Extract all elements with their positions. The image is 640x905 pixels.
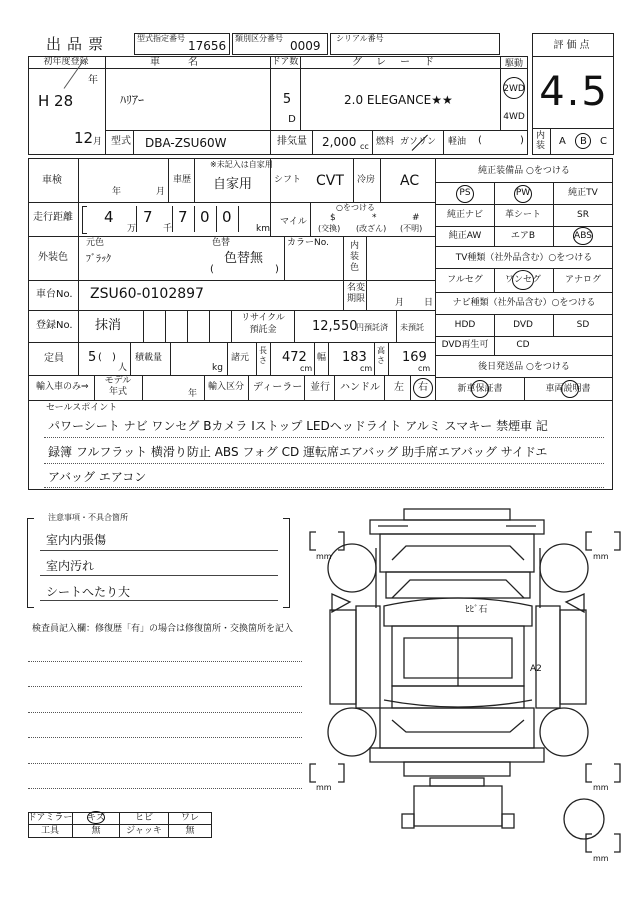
length-label: 長さ	[259, 346, 267, 365]
mileage-digit-2: 7	[143, 208, 153, 226]
recycle-unit: 円預託済	[356, 323, 388, 332]
vehicle-name: ﾊﾘｱｰ	[120, 93, 145, 107]
width-label: 幅	[317, 353, 327, 363]
type-value: DBA-ZSU60W	[145, 136, 227, 150]
odometer-circle-note: ○をつける	[336, 203, 375, 212]
notes-bracket-left	[27, 518, 34, 608]
equip-aw: 純正AW	[448, 231, 482, 241]
title-deadline-label: 名変期限	[347, 283, 366, 304]
drive-selected-circle	[503, 77, 525, 99]
docs-warranty-circle	[471, 380, 489, 398]
ac-label: 冷房	[357, 175, 376, 185]
equip-leather: 革シート	[504, 210, 542, 220]
genuine-title: 純正装備品 ○をつける	[478, 166, 570, 176]
odometer-tamper-sym: *	[372, 213, 377, 223]
sales-line-2: 録簿 フルフラット 横滑り防止 ABS フォグ CD 運転席エアバッグ 助手席エアバッグ サイドエ	[48, 445, 548, 459]
interior-grade-c: C	[600, 136, 607, 147]
tv-selected-circle	[512, 270, 534, 290]
height-value: 169	[402, 350, 427, 365]
handle-left: 左	[394, 382, 404, 393]
note-1: 室内内張傷	[46, 533, 107, 547]
color-label: 外装色	[38, 252, 68, 263]
import-type-label: 輸入区分	[208, 382, 245, 392]
docs-manual: 車両説明書	[545, 384, 591, 394]
tv-title: TV種類（社外品含む）○をつける	[455, 253, 593, 263]
repaint-value: 色替無	[224, 251, 264, 266]
mileage-digit-5: 0	[222, 208, 232, 226]
repaint-label: 色替	[212, 238, 231, 248]
first-reg-month: 12	[74, 129, 94, 147]
docs-warranty: 新車保証書	[457, 384, 503, 394]
note-3: シートへたり大	[46, 585, 131, 599]
first-reg-label: 初年度登録	[43, 57, 89, 67]
serial-label: シリアル番号	[336, 34, 384, 43]
width-value: 183	[342, 350, 367, 365]
fuel-paren-open: (	[478, 135, 482, 146]
tv-fullseg: フルセグ	[447, 275, 483, 285]
orig-color-label: 元色	[86, 238, 105, 248]
parallel-label: 並行	[310, 382, 330, 393]
capacity-paren-close: )	[112, 352, 116, 363]
recycle-label-2: 預託金	[249, 325, 277, 335]
recycle-label-1: リサイクル	[241, 313, 285, 323]
length-unit: cm	[300, 364, 313, 373]
interior-grade-a: A	[559, 136, 566, 147]
import-label: 輸入車のみ⇒	[36, 382, 89, 392]
class-no-label: 類別区分番号	[235, 34, 283, 43]
tv-analog: アナログ	[564, 275, 602, 285]
inspection-year-unit: 年	[112, 187, 122, 197]
class-no-value: 0009	[290, 39, 321, 53]
recycle-none: 未預託	[400, 323, 424, 332]
sales-label: セールスポイント	[46, 403, 118, 413]
jack-label: ジャッキ	[126, 826, 162, 836]
notes-label: 注意事項・不具合箇所	[48, 513, 128, 522]
inspection-month-unit: 月	[156, 187, 166, 197]
doors-value: 5	[282, 92, 292, 107]
recycle-value: 12,550	[312, 319, 358, 334]
fuel-diesel: 軽油	[448, 137, 467, 147]
grade-value: 2.0 ELEGANCE★★	[344, 93, 453, 107]
height-label: 高さ	[377, 346, 385, 365]
handle-selected-circle	[413, 378, 433, 398]
displacement-value: 2,000	[322, 135, 357, 149]
mileage-sen-unit: 千	[163, 224, 173, 234]
mirror-scratch: キズ	[87, 813, 105, 823]
interior-color-label: 内装色	[350, 241, 360, 273]
equip-airbag: エアB	[510, 231, 536, 241]
capacity-value: 5	[88, 350, 97, 365]
tv-oneseg: ワンセグ	[504, 275, 542, 285]
inspector-label: 検査員記入欄：修復歴「有」の場合は修復箇所・交換箇所を記入	[32, 624, 294, 634]
chassis-label: 車台No.	[36, 289, 73, 300]
mm-label-front-right: mm	[593, 552, 609, 561]
chassis-value: ZSU60-0102897	[90, 286, 204, 302]
mile-label: マイル	[280, 217, 307, 227]
nav-cd: CD	[516, 340, 530, 350]
mirror-crack: ヒビ	[134, 813, 154, 823]
jack-value: 無	[185, 826, 195, 836]
interior-grade-b: B	[580, 136, 587, 147]
mm-label-rear-left: mm	[316, 783, 332, 792]
equip-abs: ABS	[574, 231, 592, 241]
door-type: D	[288, 114, 296, 125]
history-note: ※未記入は自家用	[210, 160, 273, 169]
first-reg-month-unit: 月	[93, 137, 103, 147]
orig-color-value: ﾌﾞﾗｯｸ	[86, 254, 111, 265]
mirror-selected-circle	[87, 811, 105, 824]
equip-ps-circle	[456, 185, 474, 203]
grade-label: グレード	[352, 57, 448, 68]
shift-value: CVT	[316, 173, 344, 189]
model-year-label-1: モデル	[104, 376, 132, 386]
sales-line-1: パワーシート ナビ ワンセグ Bカメラ Iストップ LEDヘッドライト アルミ スマキー 禁煙車 記	[48, 419, 548, 433]
equip-ps: PS	[459, 188, 471, 198]
mileage-digit-1: 4	[104, 208, 114, 226]
score-label: 評価点	[553, 40, 593, 51]
repaint-paren-open: (	[210, 264, 214, 275]
note-2: 室内汚れ	[46, 559, 95, 573]
fuel-gasoline: ガソリン	[400, 137, 437, 147]
doors-label: ドア数	[271, 57, 299, 67]
capacity-label: 定員	[44, 353, 64, 364]
equip-tv: 純正TV	[568, 188, 598, 198]
model-no-value: 17656	[188, 39, 227, 53]
equip-pw-circle	[514, 185, 532, 203]
odometer-exchange: (交換)	[318, 224, 341, 233]
handle-right: 右	[418, 382, 428, 393]
mm-label-front-left: mm	[316, 552, 332, 561]
displacement-unit: cc	[360, 142, 369, 151]
mm-label-spare: mm	[593, 854, 609, 863]
model-year-label-2: 年式	[108, 387, 128, 397]
damage-mark-windshield: ﾋﾋﾞ石	[465, 605, 488, 615]
dealer-label: ディーラー	[253, 382, 303, 393]
nav-dvd: DVD	[513, 320, 533, 330]
name-label: 車名	[150, 57, 226, 68]
nav-hdd: HDD	[454, 320, 476, 330]
drive-label: 駆動	[504, 59, 524, 69]
equip-abs-circle	[573, 227, 593, 245]
nav-dvd-play: DVD再生可	[441, 340, 489, 350]
inspection-label: 車検	[42, 175, 62, 186]
width-unit: cm	[360, 364, 373, 373]
equip-pw: PW	[515, 188, 531, 198]
reg-no-value: 抹消	[95, 318, 122, 333]
nav-sd: SD	[576, 320, 590, 330]
dims-label: 諸元	[231, 353, 250, 363]
model-no-label: 型式指定番号	[137, 34, 185, 43]
mirror-break: ワレ	[180, 813, 200, 823]
form-title: 出品票	[46, 35, 110, 53]
displacement-label: 排気量	[277, 136, 307, 147]
first-reg-year-unit: 年	[88, 75, 98, 86]
ac-value: AC	[400, 173, 420, 189]
color-no-label: カラーNo.	[287, 238, 329, 248]
height-unit: cm	[418, 364, 431, 373]
odometer-unknown: (不明)	[400, 224, 423, 233]
mileage-digit-4: 0	[200, 208, 210, 226]
load-label: 積載量	[135, 353, 163, 363]
drive-2wd: 2WD	[503, 84, 525, 94]
mileage-man-unit: 万	[127, 224, 137, 234]
docs-title: 後日発送品 ○をつける	[478, 362, 570, 372]
reg-no-label: 登録No.	[36, 320, 73, 331]
model-year-unit: 年	[188, 389, 198, 399]
docs-manual-circle	[561, 380, 579, 398]
odometer-dollar: $	[330, 213, 336, 223]
history-label: 車歴	[173, 175, 192, 185]
score-value: 4.5	[539, 69, 609, 115]
length-value: 472	[282, 350, 307, 365]
title-day-unit: 日	[424, 298, 434, 308]
type-label: 型式	[111, 136, 131, 147]
title-month-unit: 月	[395, 298, 405, 308]
drive-4wd: 4WD	[503, 112, 525, 122]
interior-label: 内装	[536, 131, 546, 151]
mirror-label: ドアミラー	[27, 813, 73, 823]
car-damage-diagram	[300, 500, 630, 880]
notes-bracket-right	[283, 518, 290, 608]
mileage-km-unit: km	[256, 224, 270, 234]
odometer-unknown-sym: #	[412, 213, 420, 223]
handle-label: ハンドル	[340, 382, 380, 393]
first-reg-era: H 28	[38, 92, 74, 110]
fuel-label: 燃料	[376, 137, 395, 147]
nav-title: ナビ種類（社外品含む）○をつける	[452, 298, 596, 308]
mileage-label: 走行距離	[33, 212, 73, 223]
shift-label: シフト	[274, 175, 302, 185]
fuel-paren-close: )	[520, 135, 524, 146]
capacity-unit: 人	[118, 363, 128, 373]
tool-value: 無	[91, 826, 101, 836]
odometer-tamper: (改ざん)	[356, 224, 387, 233]
damage-mark-a2: A2	[530, 664, 542, 674]
history-value: 自家用	[213, 177, 253, 192]
mileage-digit-3: 7	[178, 208, 188, 226]
sales-line-3: アバッグ エアコン	[48, 470, 147, 484]
equip-navi: 純正ナビ	[446, 210, 484, 220]
mm-label-rear-right: mm	[593, 783, 609, 792]
repaint-paren-close: )	[275, 264, 279, 275]
equip-sr: SR	[577, 210, 589, 220]
mileage-bracket-left	[82, 206, 87, 234]
interior-selected-circle	[575, 133, 591, 149]
tool-label: 工具	[40, 826, 60, 836]
load-unit: kg	[212, 363, 223, 373]
capacity-paren-open: (	[98, 352, 102, 363]
